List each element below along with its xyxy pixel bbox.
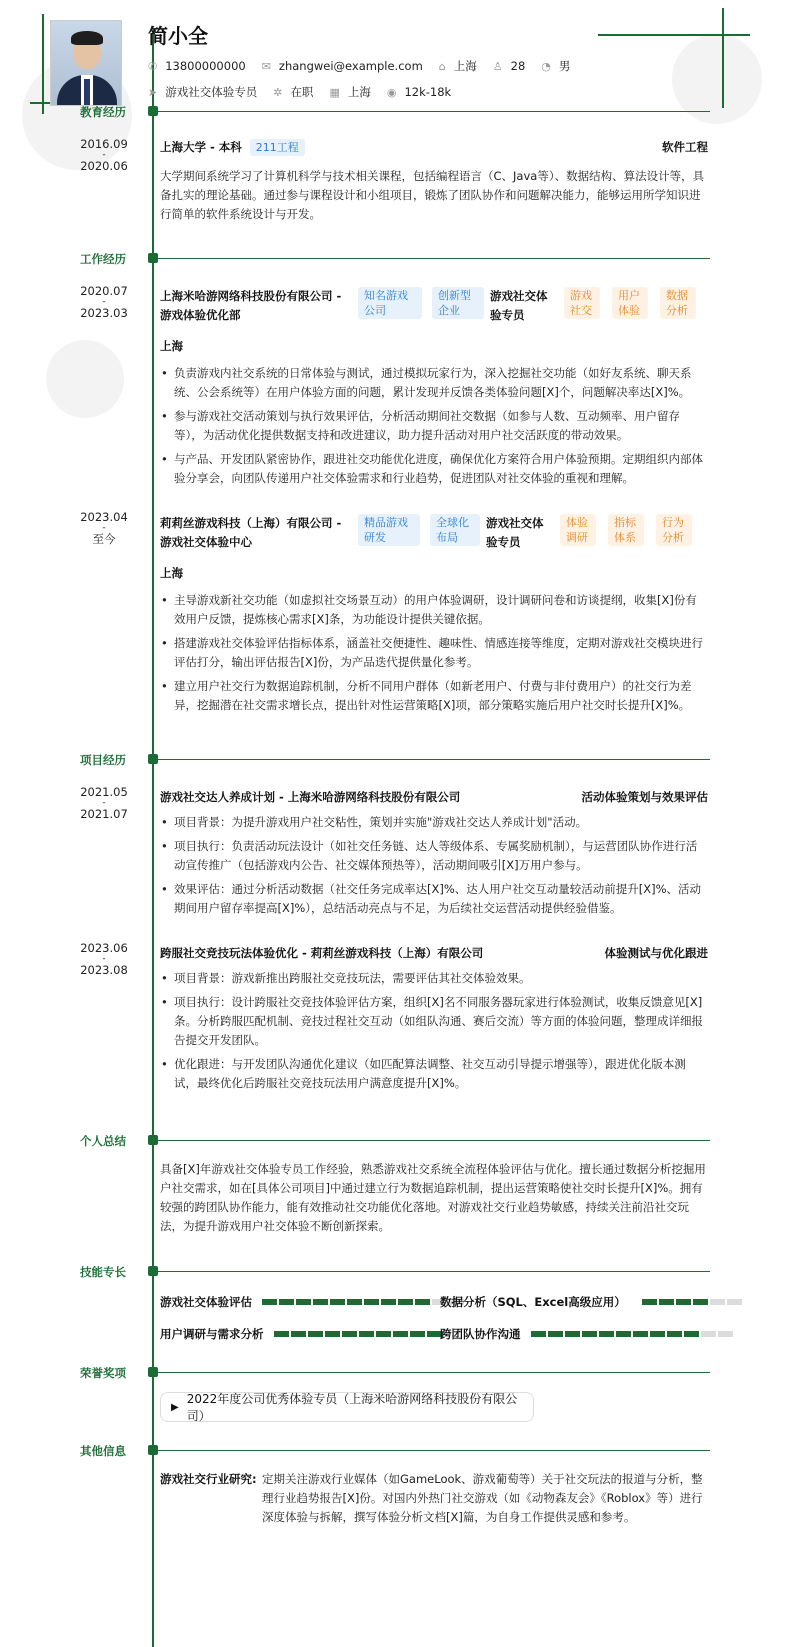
salary-text: 12k-18k — [404, 85, 452, 99]
skill-bar-segment — [565, 1331, 580, 1337]
skill-item — [440, 1326, 733, 1342]
edu-date: 2016.09 - 2020.06 — [80, 137, 128, 173]
target-city-text: 上海 — [347, 85, 371, 99]
work-date-1: 2020.07 - 2023.03 — [80, 284, 128, 320]
work-city: 上海 — [160, 566, 183, 580]
contact-row — [148, 58, 586, 74]
section-divider — [158, 759, 710, 760]
send-icon: ➤ — [148, 85, 158, 99]
status-icon: ✲ — [273, 85, 283, 99]
skill-bar-segment — [291, 1331, 306, 1337]
skill-bar-segment — [313, 1299, 328, 1305]
project-title: 游戏社交达人养成计划 - 上海米哈游网络科技股份有限公司 — [160, 790, 461, 804]
skill-bar-segment — [347, 1299, 362, 1305]
skill-bar-segment — [650, 1331, 665, 1337]
job-role: 游戏社交体验专员 — [490, 289, 548, 322]
company-name: 上海米哈游网络科技股份有限公司 - 游戏体验优化部 — [160, 289, 342, 322]
award-text: 2022年度公司优秀体验专员（上海米哈游网络科技股份有限公司） — [186, 1392, 518, 1423]
location-icon: ⌂ — [438, 59, 446, 73]
age-icon: ♙ — [492, 59, 503, 73]
other-text: 定期关注游戏行业媒体（如GameLook、游戏葡萄等）关于社交玩法的报道与分析，整理行业趋势报告[X]份。对国内外热门社交游戏（如《动物森友会》《Roblox》等）进行深度体验与拆解，撰写体验分析文档[X]篇，为自身工作提供灵感和参考。 — [262, 1472, 703, 1524]
skill-bar-segment — [279, 1299, 294, 1305]
list-item: • 与产品、开发团队紧密协作，跟进社交功能优化进度，确保优化方案符合用户体验预期。定期组织内部体验分享会，向团队传递用户社交体验需求和行业趋势，促进团队对社交体验的重视和理解。 — [160, 450, 708, 488]
education-desc: 大学期间系统学习了计算机科学与技术相关课程，包括编程语言（C、Java等）、数据结构、算法设计等，具备扎实的理论基础。通过参与课程设计和小组项目，锻炼了团队协作和问题解决能力，能够运用所学知识进行简单的软件系统设计与开发。 — [160, 169, 705, 221]
skill-item — [160, 1294, 464, 1310]
age-text: 28 — [510, 59, 526, 73]
skill-name: 游戏社交体验评估 — [160, 1295, 252, 1309]
job-role: 游戏社交体验专员 — [486, 516, 544, 549]
work-date-2: 2023.04 - 至今 — [80, 510, 128, 546]
company-tag: 全球化布局 — [430, 514, 480, 546]
skill-bar-segment — [667, 1331, 682, 1337]
salary-icon: ◉ — [386, 85, 397, 99]
major: 软件工程 — [662, 140, 708, 154]
skill-bar-segment — [342, 1331, 357, 1337]
skill-bar-segment — [381, 1299, 396, 1305]
project-date-2: 2023.06 - 2023.08 — [80, 941, 128, 977]
project-title: 跨服社交竞技玩法体验优化 - 莉莉丝游戏科技（上海）有限公司 — [160, 946, 484, 960]
skill-bar-segment — [548, 1331, 563, 1337]
skill-tag: 数据分析 — [660, 287, 696, 319]
section-title-other: 其他信息 — [80, 1444, 126, 1458]
skill-tag: 体验调研 — [560, 514, 596, 546]
skill-bar-segment — [359, 1331, 374, 1337]
section-title-education: 教育经历 — [80, 105, 126, 119]
section-title-work: 工作经历 — [80, 252, 126, 266]
phone-icon: ✆ — [148, 59, 158, 73]
section-divider — [158, 258, 710, 259]
section-marker — [148, 754, 158, 764]
skill-bar-segment — [693, 1299, 708, 1305]
list-item: • 项目背景：游戏新推出跨服社交竞技玩法，需要评估其社交体验效果。 — [160, 969, 708, 988]
skill-bar-segment — [701, 1331, 716, 1337]
skill-name: 跨团队协作沟通 — [440, 1327, 521, 1341]
section-title-honors: 荣誉奖项 — [80, 1366, 126, 1380]
company-name: 莉莉丝游戏科技（上海）有限公司 - 游戏社交体验中心 — [160, 516, 342, 549]
section-divider — [158, 1372, 710, 1373]
deco-line-left-v — [42, 14, 44, 114]
list-item: • 负责游戏内社交系统的日常体验与测试，通过模拟玩家行为，深入挖掘社交功能（如好友系统、聊天系统、公会系统等）在用户体验方面的问题，累计发现并反馈各类体验问题[X]个，问题解决率达[X]%。 — [160, 364, 708, 402]
skill-bar-segment — [308, 1331, 323, 1337]
skill-bar-segment — [330, 1299, 345, 1305]
project-bullets — [160, 813, 708, 918]
section-divider — [158, 1271, 710, 1272]
company-tag: 精品游戏研发 — [358, 514, 420, 546]
skill-bar-segment — [718, 1331, 733, 1337]
resume-header — [50, 20, 754, 110]
project-role: 活动体验策划与效果评估 — [581, 790, 708, 804]
skill-bar — [642, 1299, 742, 1305]
skill-bar — [262, 1299, 464, 1305]
skill-bar-segment — [376, 1331, 391, 1337]
school-name: 上海大学 - 本科 — [160, 140, 242, 154]
deco-circle-mid-left — [46, 340, 124, 418]
project-date-1: 2021.05 - 2021.07 — [80, 785, 128, 821]
list-item: • 主导游戏新社交功能（如虚拟社交场景互动）的用户体验调研，设计调研问卷和访谈提纲，收集[X]份有效用户反馈，提炼核心需求[X]条，为功能设计提供关键依据。 — [160, 591, 708, 629]
section-marker — [148, 1266, 158, 1276]
email-text: zhangwei@example.com — [278, 59, 423, 73]
skill-bar-segment — [633, 1331, 648, 1337]
intent-row — [148, 84, 467, 100]
other-info — [160, 1470, 708, 1527]
skill-bar-segment — [262, 1299, 277, 1305]
phone-text: 13800000000 — [165, 59, 246, 73]
school-tag: 211工程 — [250, 139, 305, 156]
skill-item — [440, 1294, 742, 1310]
list-item: • 项目执行：设计跨服社交竞技体验评估方案，组织[X]名不同服务器玩家进行体验测试，收集反馈意见[X]条。分析跨服匹配机制、竞技过程社交互动（如组队沟通、赛后交流）等方面的体验问题，整理成详细报告提交开发团队。 — [160, 993, 708, 1050]
section-marker — [148, 253, 158, 263]
section-marker — [148, 1445, 158, 1455]
section-title-projects: 项目经历 — [80, 753, 126, 767]
work-bullets — [160, 364, 708, 488]
skill-bar-segment — [296, 1299, 311, 1305]
skill-bar — [274, 1331, 442, 1337]
skill-tag: 指标体系 — [608, 514, 644, 546]
skill-item — [160, 1326, 442, 1342]
work-bullets — [160, 591, 708, 715]
skill-bar-segment — [710, 1299, 725, 1305]
skill-bar-segment — [582, 1331, 597, 1337]
award-item[interactable] — [160, 1392, 534, 1422]
list-item: • 优化跟进：与开发团队沟通优化建议（如匹配算法调整、社交互动引导提示增强等），跟进优化版本测试，最终优化后跨服社交竞技玩法用户满意度提升[X]%。 — [160, 1055, 708, 1093]
project-entry-2 — [160, 944, 708, 1098]
candidate-name: 简小全 — [148, 24, 208, 48]
section-divider — [158, 1450, 710, 1451]
skill-bar-segment — [727, 1299, 742, 1305]
status-text: 在职 — [290, 85, 314, 99]
section-marker — [148, 1135, 158, 1145]
gender-text: 男 — [558, 59, 571, 73]
skill-name: 用户调研与需求分析 — [160, 1327, 264, 1341]
section-marker — [148, 106, 158, 116]
summary-text: 具备[X]年游戏社交体验专员工作经验，熟悉游戏社交系统全流程体验评估与优化。擅长通过数据分析挖掘用户社交需求，如在[具体公司项目]中通过建立行为数据追踪机制，提出运营策略使社交时长提升[X]%。拥有较强的跨团队协作能力，能有效推动社交功能优化落地。对游戏社交行业趋势敏感，持续关注前沿社交玩法，为提升游戏用户社交体验不断创新探索。 — [160, 1162, 706, 1233]
skill-tag: 游戏社交 — [564, 287, 600, 319]
skill-bar-segment — [684, 1331, 699, 1337]
education-entry — [160, 138, 708, 224]
section-title-summary: 个人总结 — [80, 1134, 126, 1148]
skill-bar-segment — [616, 1331, 631, 1337]
gender-icon: ◔ — [541, 59, 551, 73]
work-entry-2 — [160, 514, 708, 720]
project-bullets — [160, 969, 708, 1093]
skill-bar-segment — [325, 1331, 340, 1337]
target-job-text: 游戏社交体验专员 — [165, 85, 258, 99]
skill-bar-segment — [415, 1299, 430, 1305]
project-role: 体验测试与优化跟进 — [604, 946, 708, 960]
company-tag: 创新型企业 — [432, 287, 484, 319]
skill-bar — [531, 1331, 733, 1337]
other-label: 游戏社交行业研究: — [160, 1472, 257, 1486]
company-tag: 知名游戏公司 — [358, 287, 422, 319]
building-icon: ▦ — [329, 85, 340, 99]
skill-bar-segment — [599, 1331, 614, 1337]
avatar — [50, 20, 122, 106]
skill-bar-segment — [410, 1331, 425, 1337]
skill-bar-segment — [393, 1331, 408, 1337]
skill-bar-segment — [398, 1299, 413, 1305]
list-item: • 建立用户社交行为数据追踪机制，分析不同用户群体（如新老用户、付费与非付费用户）的社交行为差异，挖掘潜在社交需求增长点，提出针对性运营策略[X]项，部分策略实施后用户社交时长提升[X]%。 — [160, 677, 708, 715]
timeline-line — [152, 30, 154, 1647]
work-entry-1 — [160, 287, 708, 493]
skill-bar-segment — [364, 1299, 379, 1305]
section-title-skills: 技能专长 — [80, 1265, 126, 1279]
expand-triangle-icon: ▶ — [171, 1401, 179, 1413]
skill-tag: 行为分析 — [656, 514, 692, 546]
email-icon: ✉ — [261, 59, 271, 73]
list-item: • 项目执行：负责活动玩法设计（如社交任务链、达人等级体系、专属奖励机制），与运营团队协作进行活动宣传推广（包括游戏内公告、社交媒体预热等），活动期间吸引[X]万用户参与。 — [160, 837, 708, 875]
project-entry-1 — [160, 788, 708, 923]
list-item: • 项目背景：为提升游戏用户社交粘性，策划并实施"游戏社交达人养成计划"活动。 — [160, 813, 708, 832]
skill-bar-segment — [274, 1331, 289, 1337]
section-divider — [158, 111, 710, 112]
skill-bar-segment — [642, 1299, 657, 1305]
list-item: • 参与游戏社交活动策划与执行效果评估，分析活动期间社交数据（如参与人数、互动频率、用户留存等），为活动优化提供数据支持和改进建议，助力提升活动对用户社交活跃度的带动效果。 — [160, 407, 708, 445]
skill-bar-segment — [676, 1299, 691, 1305]
skill-tag: 用户体验 — [612, 287, 648, 319]
skill-bar-segment — [531, 1331, 546, 1337]
section-divider — [158, 1140, 710, 1141]
skill-bar-segment — [659, 1299, 674, 1305]
list-item: • 效果评估：通过分析活动数据（社交任务完成率达[X]%、达人用户社交互动量较活动前提升[X]%、活动期间用户留存率提高[X]%），总结活动亮点与不足，为后续社交运营活动提供经验借鉴。 — [160, 880, 708, 918]
list-item: • 搭建游戏社交体验评估指标体系，涵盖社交便捷性、趣味性、情感连接等维度，定期对游戏社交模块进行评估打分，输出评估报告[X]份，为产品迭代提供量化参考。 — [160, 634, 708, 672]
section-marker — [148, 1367, 158, 1377]
skill-name: 数据分析（SQL、Excel高级应用） — [440, 1295, 626, 1309]
work-city: 上海 — [160, 339, 183, 353]
city-text: 上海 — [453, 59, 477, 73]
